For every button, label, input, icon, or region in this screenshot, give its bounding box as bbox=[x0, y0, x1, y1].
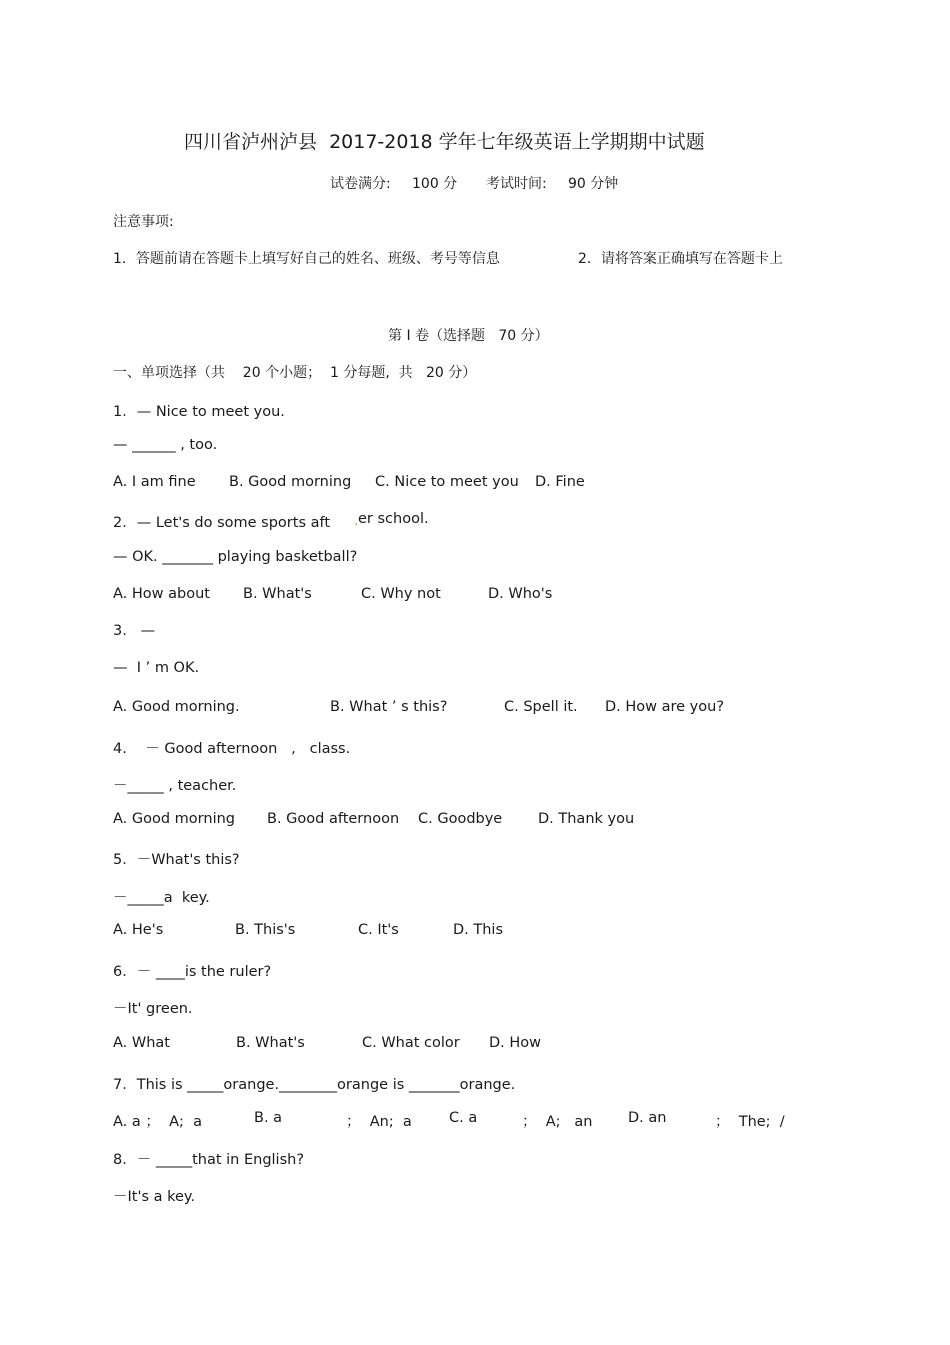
q6-option-c: C. What color bbox=[362, 1035, 460, 1051]
q4-option-a: A. Good morning bbox=[113, 811, 235, 827]
score-label: 试卷满分: bbox=[330, 176, 391, 192]
q7-option-d-rest: ； The; / bbox=[715, 1114, 785, 1130]
q5-option-c: C. It's bbox=[358, 922, 399, 938]
question-7-prompt: 7．This is _____orange.________orange is _______orange. bbox=[113, 1077, 516, 1093]
question-1-prompt: 1．— Nice to meet you. bbox=[113, 404, 285, 420]
note-item-1: 1．答题前请在答题卡上填写好自己的姓名、班级、考号等信息 bbox=[113, 251, 500, 267]
question-8-prompt: 8．－ _____that in English? bbox=[113, 1152, 305, 1168]
q2-option-c: C. Why not bbox=[361, 586, 441, 602]
q2-option-b: B. What's bbox=[243, 586, 312, 602]
q3-option-a: A. Good morning. bbox=[113, 699, 240, 715]
question-6-response: －It' green. bbox=[113, 1001, 193, 1017]
note-item-2: 2．请将答案正确填写在答题卡上 bbox=[578, 251, 783, 267]
q7-option-c: C. a bbox=[449, 1110, 478, 1126]
question-2-prompt-a: 2．— Let's do some sports aft bbox=[113, 515, 331, 531]
question-6-prompt: 6．－ ____is the ruler? bbox=[113, 964, 272, 980]
q1-option-c: C. Nice to meet you bbox=[375, 474, 519, 490]
q4-option-b: B. Good afternoon bbox=[267, 811, 400, 827]
question-3-prompt: 3. — bbox=[113, 623, 156, 639]
q5-option-b: B. This's bbox=[235, 922, 296, 938]
q3-option-d: D. How are you? bbox=[605, 699, 725, 715]
question-2-response: — OK. _______ playing basketball? bbox=[113, 549, 358, 565]
q4-option-d: D. Thank you bbox=[538, 811, 635, 827]
volume-heading: 第 I 卷（选择题 70 分） bbox=[388, 328, 549, 344]
stray-mark: . bbox=[354, 513, 359, 529]
q3-option-b: B. What ’ s this? bbox=[330, 699, 448, 715]
question-2-prompt-b: er school. bbox=[358, 511, 429, 527]
q7-option-d: D. an bbox=[628, 1110, 667, 1126]
time-label: 考试时间: bbox=[486, 176, 547, 192]
question-5-response: －_____a key. bbox=[113, 890, 210, 906]
question-4-prompt: 4. － Good afternoon , class. bbox=[113, 741, 351, 757]
question-3-response: — I ’ m OK. bbox=[113, 660, 200, 676]
question-1-response: — ______ , too. bbox=[113, 437, 218, 453]
q1-option-a: A. I am fine bbox=[113, 474, 196, 490]
time-value: 90 分钟 bbox=[568, 176, 619, 192]
q2-option-a: A. How about bbox=[113, 586, 210, 602]
page-title: 四川省泸州泸县 2017-2018 学年七年级英语上学期期中试题 bbox=[184, 131, 705, 153]
q4-option-c: C. Goodbye bbox=[418, 811, 503, 827]
q5-option-a: A. He's bbox=[113, 922, 164, 938]
q7-option-b-rest: ； An; a bbox=[346, 1114, 412, 1130]
q7-option-b: B. a bbox=[254, 1110, 283, 1126]
q3-option-c: C. Spell it. bbox=[504, 699, 578, 715]
q6-option-d: D. How bbox=[489, 1035, 542, 1051]
part-heading: 一、单项选择（共 20 个小题； 1 分每题, 共 20 分） bbox=[113, 365, 477, 381]
q6-option-b: B. What's bbox=[236, 1035, 305, 1051]
q2-option-d: D. Who's bbox=[488, 586, 553, 602]
notes-heading: 注意事项: bbox=[113, 214, 174, 230]
q7-option-a: A. a ； A; a bbox=[113, 1114, 203, 1130]
q1-option-d: D. Fine bbox=[535, 474, 585, 490]
q6-option-a: A. What bbox=[113, 1035, 170, 1051]
q5-option-d: D. This bbox=[453, 922, 504, 938]
question-5-prompt: 5．－What's this? bbox=[113, 852, 240, 868]
question-8-response: －It's a key. bbox=[113, 1189, 196, 1205]
question-4-response: －_____ , teacher. bbox=[113, 778, 237, 794]
score-value: 100 分 bbox=[412, 176, 458, 192]
q1-option-b: B. Good morning bbox=[229, 474, 352, 490]
q7-option-c-rest: ； A; an bbox=[522, 1114, 593, 1130]
